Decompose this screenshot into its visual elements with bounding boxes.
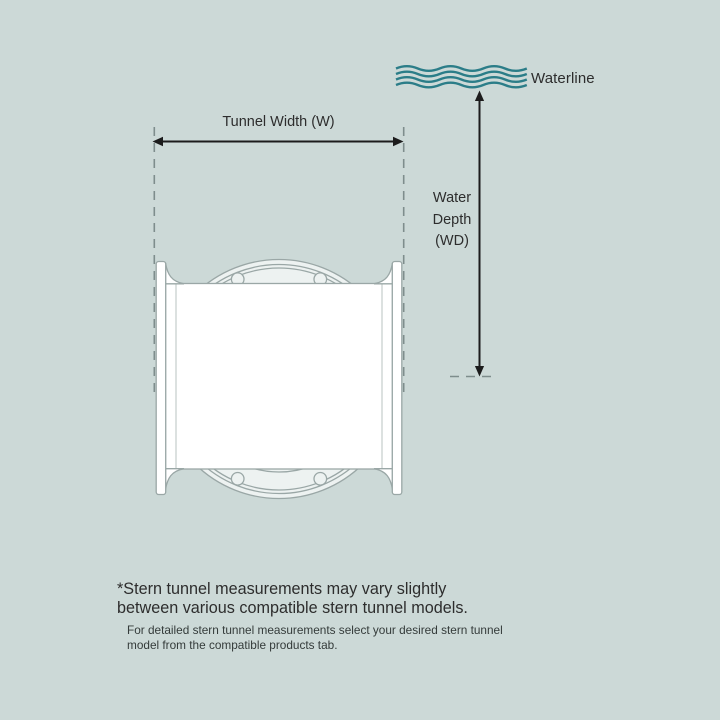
waterline-label: Waterline <box>531 70 595 87</box>
water-depth-label <box>413 188 491 253</box>
detail-note <box>127 623 527 653</box>
waterline-waves-icon <box>396 66 527 87</box>
flare-bottom-right <box>374 469 393 490</box>
flare-top-right <box>374 263 393 284</box>
tunnel-width-label: Tunnel Width (W) <box>222 114 335 130</box>
footnote <box>117 580 528 618</box>
water-depth-line-1: Water <box>432 190 472 206</box>
tunnel-body <box>166 263 393 490</box>
footnote-line-1: *Stern tunnel measurements may vary slightly <box>117 580 447 598</box>
detail-note-line-1: For detailed stern tunnel measurements select your desired stern tunnel <box>127 623 503 637</box>
flare-top-left <box>166 263 185 284</box>
tunnel-width-arrow <box>153 137 404 146</box>
flare-bottom-left <box>166 469 185 490</box>
flange-left <box>156 262 166 495</box>
flange-right <box>392 262 402 495</box>
footnote-line-2: between various compatible stern tunnel models. <box>117 599 468 617</box>
water-depth-line-3: (WD) <box>435 233 469 249</box>
water-depth-line-2: Depth <box>432 211 472 228</box>
detail-note-line-2: model from the compatible products tab. <box>127 637 338 652</box>
